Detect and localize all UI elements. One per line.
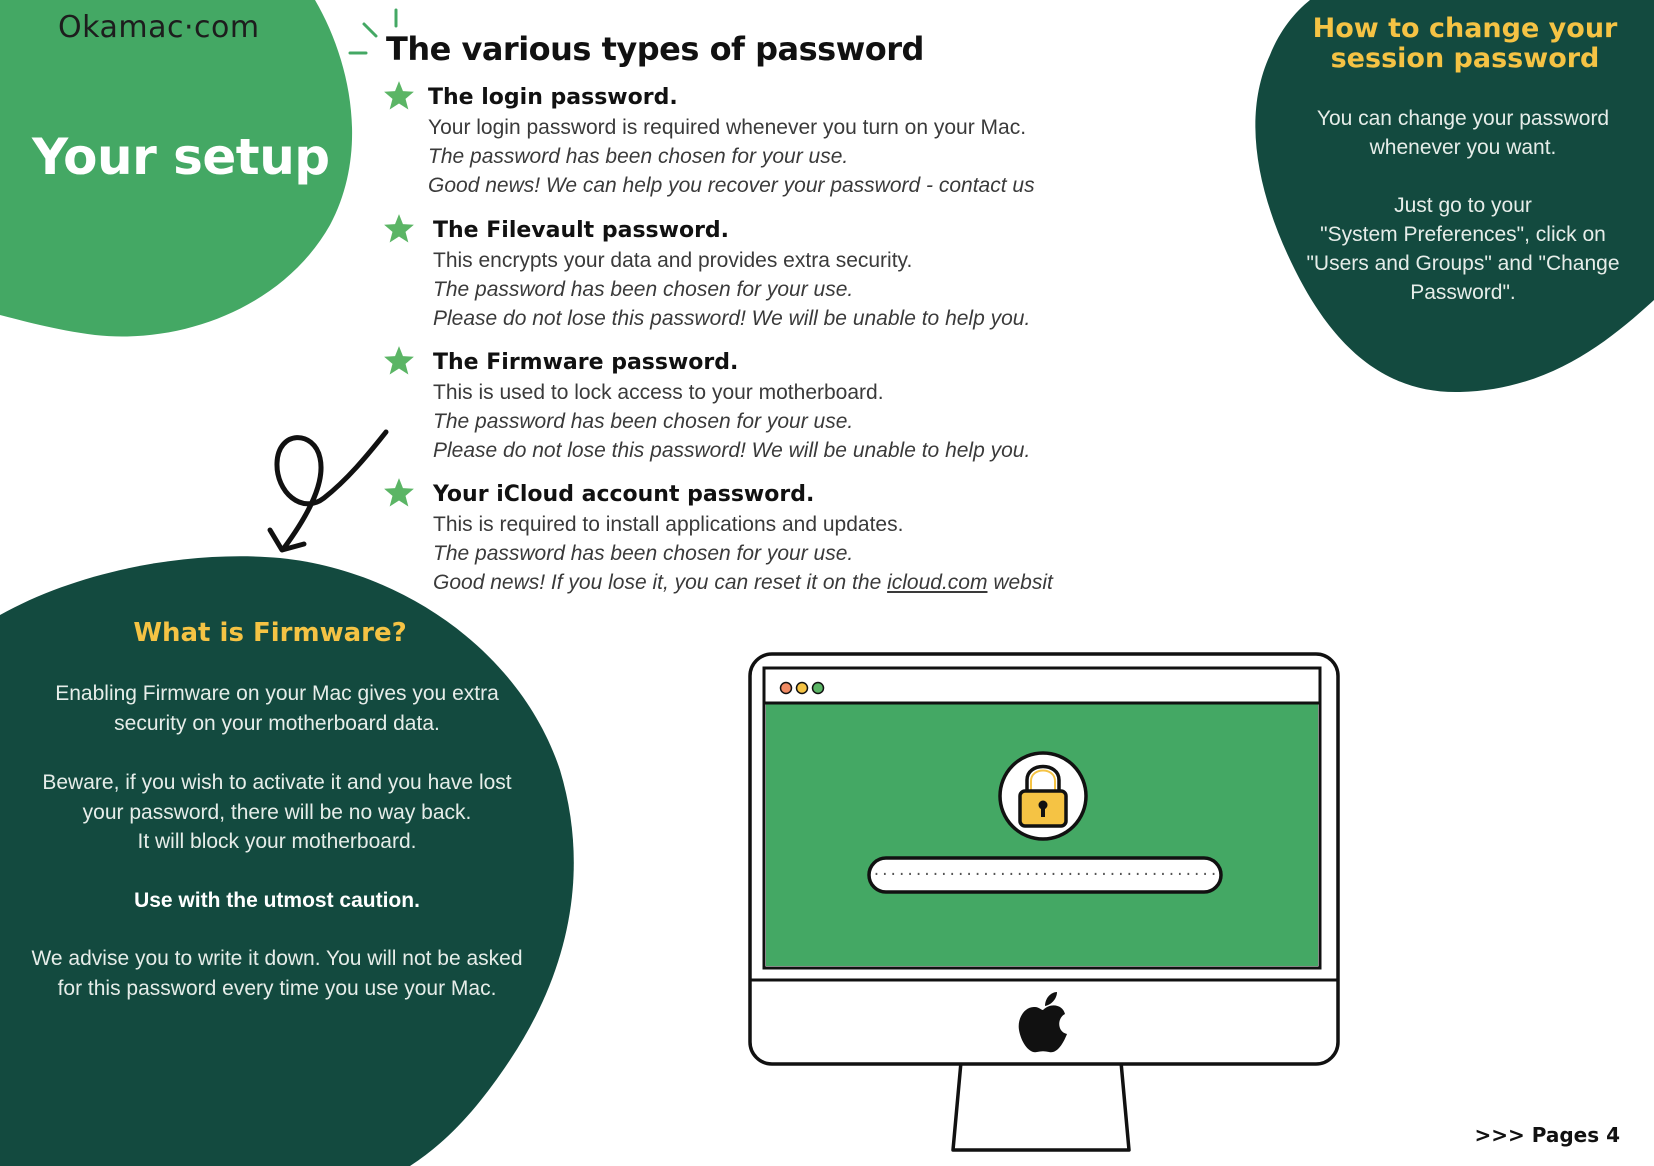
text-line: your password, there will be no way back.	[82, 800, 472, 824]
password-item-firmware	[433, 348, 1193, 465]
password-item-title: The login password.	[428, 85, 678, 110]
firmware-paragraph-1	[12, 679, 542, 738]
password-item-description: This is used to lock access to your motherboard.	[433, 381, 884, 404]
session-box-text	[1288, 104, 1638, 307]
page-label: Pages 4	[1531, 1123, 1620, 1147]
password-item-note: Please do not lose this password! We will be unable to help you.	[433, 439, 1031, 462]
text-line: for this password every time you use your Mac.	[57, 976, 497, 1000]
icloud-link[interactable]: icloud.com	[887, 571, 988, 594]
password-item-note	[433, 568, 1193, 597]
star-icon	[382, 344, 416, 378]
password-dots: ·········································	[872, 867, 1218, 883]
window-close-dot	[781, 683, 792, 694]
page-title: Your setup	[32, 128, 330, 186]
firmware-paragraph-2	[12, 768, 542, 857]
password-item-description: Your login password is required whenever you turn on your Mac.	[428, 116, 1027, 139]
password-item-login	[428, 83, 1188, 200]
session-box-heading	[1280, 14, 1650, 74]
text-line: whenever you want.	[1369, 136, 1557, 159]
password-item-note: The password has been chosen for your use.	[433, 410, 854, 433]
imac-illustration	[745, 650, 1345, 1156]
password-item-title: The Firmware password.	[433, 350, 739, 375]
window-minimize-dot	[797, 683, 808, 694]
password-item-note: Please do not lose this password! We will be unable to help you.	[433, 307, 1031, 330]
heading-line: How to change your	[1312, 13, 1618, 44]
text-line: It will block your motherboard.	[137, 830, 417, 853]
monitor-stand	[953, 1062, 1129, 1150]
password-item-description: This is required to install applications and updates.	[433, 513, 904, 536]
section-heading: The various types of password	[386, 30, 924, 68]
password-item-description: This encrypts your data and provides extra security.	[433, 249, 913, 272]
page-number	[1474, 1123, 1620, 1147]
heading-line: session password	[1330, 43, 1600, 74]
text-line: Enabling Firmware on your Mac gives you extra	[55, 682, 499, 705]
password-item-note: The password has been chosen for your use.	[433, 278, 854, 301]
chevrons-icon: >>>	[1474, 1123, 1525, 1147]
note-text: Good news! If you lose it, you can reset it on the	[433, 571, 888, 594]
password-item-note: The password has been chosen for your use.	[433, 542, 854, 565]
text-line: Just go to your	[1394, 194, 1532, 217]
text-line: We advise you to write it down. You will not be asked	[31, 947, 523, 970]
note-text: websit	[987, 571, 1053, 594]
curly-arrow-icon	[262, 418, 392, 558]
firmware-paragraph-3	[12, 944, 542, 1003]
text-line: security on your motherboard data.	[114, 711, 440, 735]
password-item-note: The password has been chosen for your use.	[428, 145, 849, 168]
window-maximize-dot	[813, 683, 824, 694]
star-icon	[382, 212, 416, 246]
text-line: "Users and Groups" and "Change	[1306, 252, 1620, 275]
password-item-filevault	[433, 216, 1193, 333]
password-item-title: Your iCloud account password.	[433, 482, 815, 507]
star-icon	[382, 79, 416, 113]
spacer	[1288, 162, 1638, 191]
text-line: "System Preferences", click on	[1320, 223, 1606, 246]
text-line: Password".	[1410, 281, 1516, 304]
password-item-title: The Filevault password.	[433, 218, 730, 243]
firmware-caution: Use with the utmost caution.	[134, 889, 420, 912]
firmware-heading: What is Firmware?	[133, 618, 407, 648]
password-item-icloud	[433, 480, 1193, 597]
text-line: You can change your password	[1316, 107, 1610, 130]
okamac-logo: Okamac·com	[58, 10, 260, 45]
text-line: Beware, if you wish to activate it and you have lost	[42, 771, 512, 794]
password-item-note: Good news! We can help you recover your password - contact us	[428, 174, 1035, 197]
